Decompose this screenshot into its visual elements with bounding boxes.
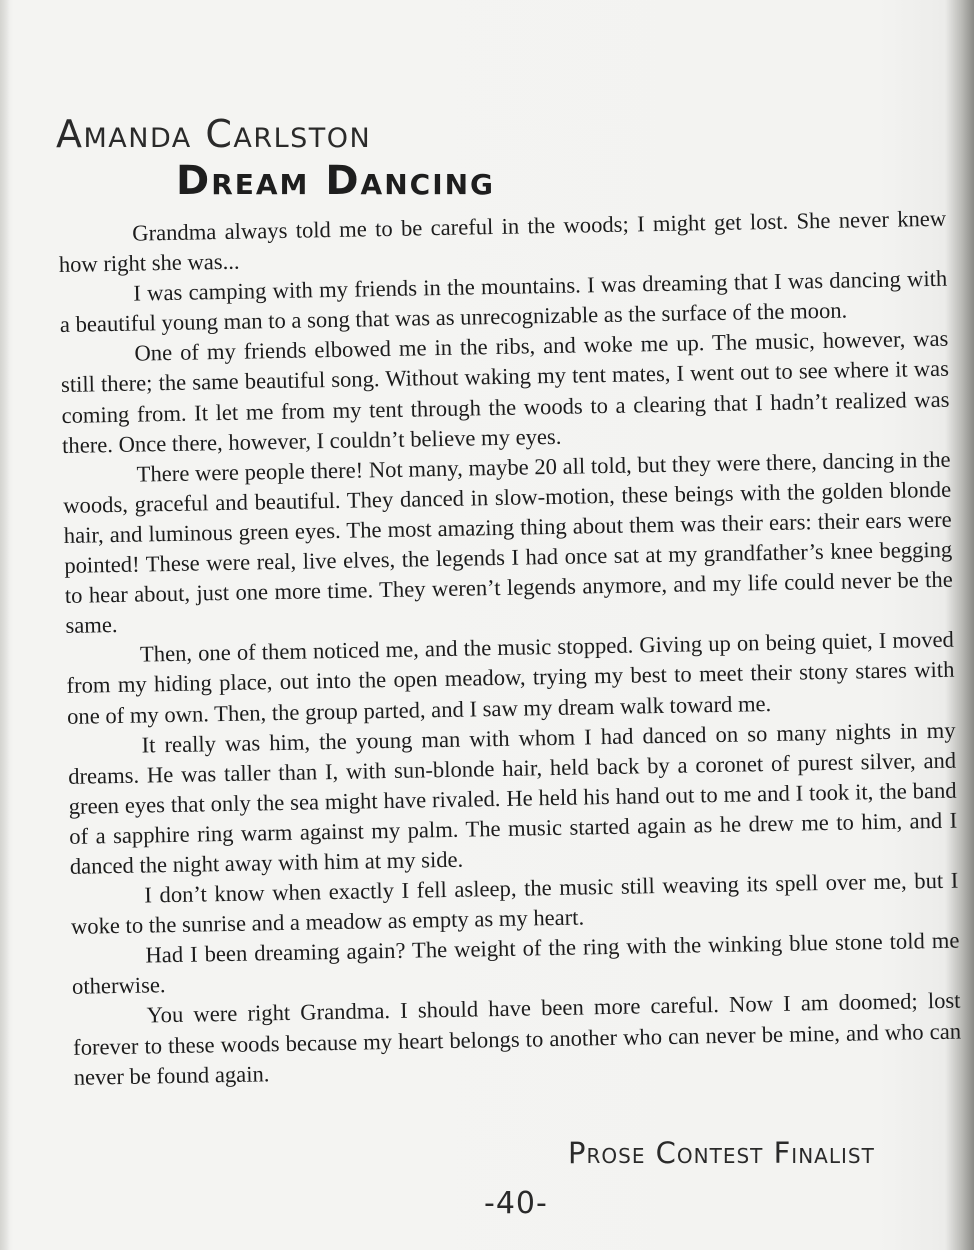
paragraph: I was camping with my friends in the mountains. I was dreaming that I was dancing with a beautiful young man to a song that was as unrecognizable as the surface of the moon. <box>59 265 948 338</box>
paragraph: One of my friends elbowed me in the ribs, and woke me up. The music, however, was still there; the same beautiful song. Without waking my tent mates, I went out to see where it was coming from. It let me from my tent through the woods to a clearing that I hadn’t realized was there. Once there, however, I couldn’t believe my eyes. <box>60 326 950 458</box>
paragraph: It really was him, the young man with whom I had danced on so many nights in my dreams. He was taller than I, with sun-blonde hair, held back by a coronet of purest silver, and green eyes that only the sea might have rivaled. He held his hand out to me and I took it, the band of a sapphire ring warm against my palm. The music started again as he drew me to him, and I danced the night away with him at my side. <box>67 717 958 879</box>
page-binding-shadow <box>0 0 10 1250</box>
paragraph: You were right Grandma. I should have been more careful. Now I am doomed; lost forever to these woods because my heart belongs to another who can never be mine, and who can never be found again. <box>72 988 962 1090</box>
paragraph: Had I been dreaming again? The weight of the ring with the winking blue stone told me otherwise. <box>71 927 960 1000</box>
award-label: Prose Contest Finalist <box>568 1136 875 1170</box>
story-title: Dream Dancing <box>176 158 496 204</box>
paragraph: There were people there! Not many, maybe 20 all told, but they were there, dancing in the woods, graceful and beautiful. They danced in slow-motion, these beings with the golden blonde hair, and luminous green eyes. The most amazing thing about them was their ears: their ears were pointed! These were real, live elves, the legends I had once sat at my grandfather’s knee begging to hear about, just one more time. They weren’t legends anymore, and my life could never be the same. <box>62 446 953 639</box>
story-body <box>58 204 962 1093</box>
paragraph: Then, one of them noticed me, and the music stopped. Giving up on being quiet, I moved from my hiding place, out into the open meadow, trying my best to meet their stony stares with one of my own. Then, the group parted, and I saw my dream walk toward me. <box>66 626 955 729</box>
paragraph: Grandma always told me to be careful in the woods; I might get lost. She never knew how right she was... <box>58 205 947 278</box>
page-number: -40- <box>484 1186 548 1221</box>
author-name: Amanda Carlston <box>56 112 372 156</box>
paragraph: I don’t know when exactly I fell asleep, the music still weaving its spell over me, but I woke to the sunrise and a meadow as empty as my heart. <box>70 867 959 940</box>
